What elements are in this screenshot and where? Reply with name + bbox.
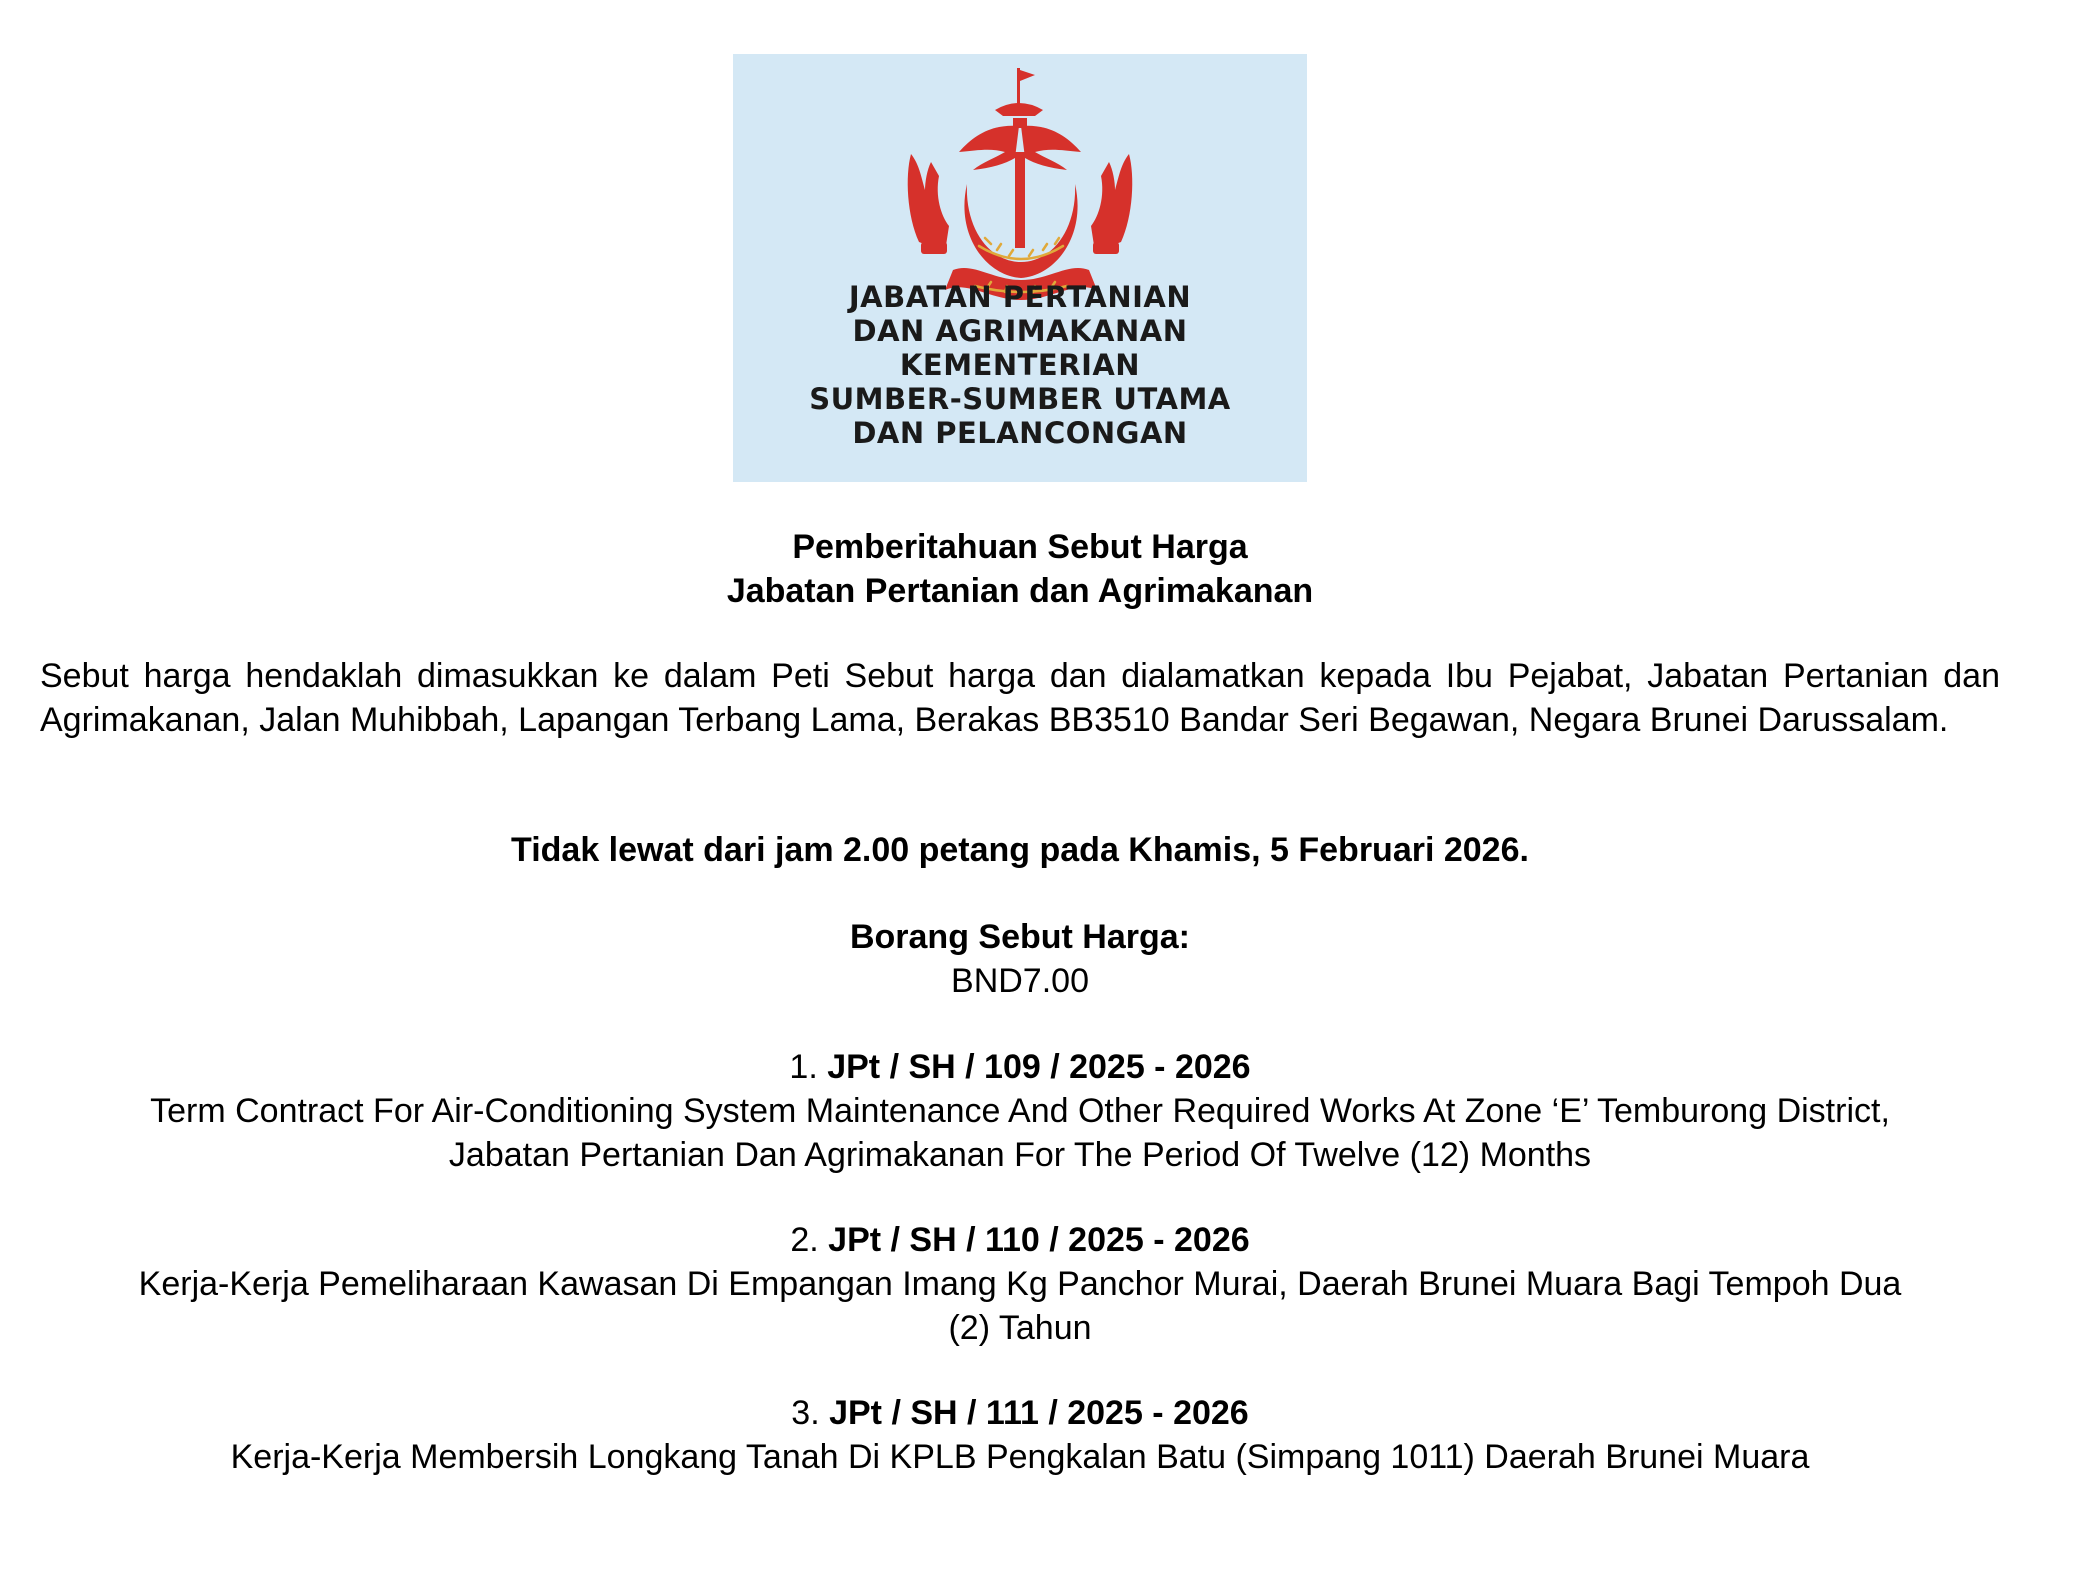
item-description-line: (2) Tahun bbox=[948, 1309, 1092, 1347]
logo-line: JABATAN PERTANIAN bbox=[848, 280, 1192, 314]
item-number: 1. bbox=[789, 1048, 818, 1086]
item-heading bbox=[40, 1218, 2000, 1262]
logo-line: SUMBER-SUMBER UTAMA bbox=[809, 382, 1231, 416]
item-heading bbox=[40, 1391, 2000, 1435]
logo-line: DAN AGRIMAKANAN bbox=[852, 314, 1188, 348]
notice-subtitle: Jabatan Pertanian dan Agrimakanan bbox=[726, 572, 1314, 610]
item-description-line: Kerja-Kerja Membersih Longkang Tanah Di KPLB Pengkalan Batu (Simpang 1011) Daerah Brunei Muara bbox=[230, 1438, 1810, 1476]
item-number: 2. bbox=[790, 1221, 819, 1259]
notice-heading bbox=[40, 525, 2000, 613]
item-reference: JPt / SH / 109 / 2025 - 2026 bbox=[827, 1048, 1251, 1086]
logo-line: KEMENTERIAN bbox=[899, 348, 1141, 382]
notice-title: Pemberitahuan Sebut Harga bbox=[792, 528, 1248, 566]
form-price: BND7.00 bbox=[951, 962, 1089, 1000]
form-price-block bbox=[40, 915, 2000, 1003]
item-reference: JPt / SH / 111 / 2025 - 2026 bbox=[829, 1394, 1249, 1432]
item-heading bbox=[40, 1045, 2000, 1089]
item-number: 3. bbox=[791, 1394, 820, 1432]
logo-line: DAN PELANCONGAN bbox=[852, 416, 1188, 450]
item-reference: JPt / SH / 110 / 2025 - 2026 bbox=[828, 1221, 1250, 1259]
item-description-line: Kerja-Kerja Pemeliharaan Kawasan Di Empangan Imang Kg Panchor Murai, Daerah Brunei Muara Bagi Tempoh Dua bbox=[138, 1265, 1902, 1303]
logo-text bbox=[733, 280, 1307, 450]
item-description-line: Term Contract For Air-Conditioning System Maintenance And Other Required Works At Zone ‘E’ Temburong District, bbox=[150, 1092, 1890, 1130]
quotation-item bbox=[40, 1391, 2000, 1479]
form-label: Borang Sebut Harga: bbox=[849, 918, 1191, 956]
department-logo bbox=[733, 54, 1307, 482]
deadline-text: Tidak lewat dari jam 2.00 petang pada Khamis, 5 Februari 2026. bbox=[511, 831, 1529, 869]
item-description-line: Jabatan Pertanian Dan Agrimakanan For The Period Of Twelve (12) Months bbox=[448, 1136, 1592, 1174]
quotation-item bbox=[40, 1045, 2000, 1177]
quotation-item bbox=[40, 1218, 2000, 1350]
notice-paragraph: Sebut harga hendaklah dimasukkan ke dalam Peti Sebut harga dan dialamatkan kepada Ibu Pejabat, Jabatan Pertanian dan Agrimakanan, Jalan Muhibbah, Lapangan Terbang Lama, Berakas BB3510 Bandar Seri Begawan, Negara Brunei Darussalam. bbox=[40, 657, 2000, 739]
